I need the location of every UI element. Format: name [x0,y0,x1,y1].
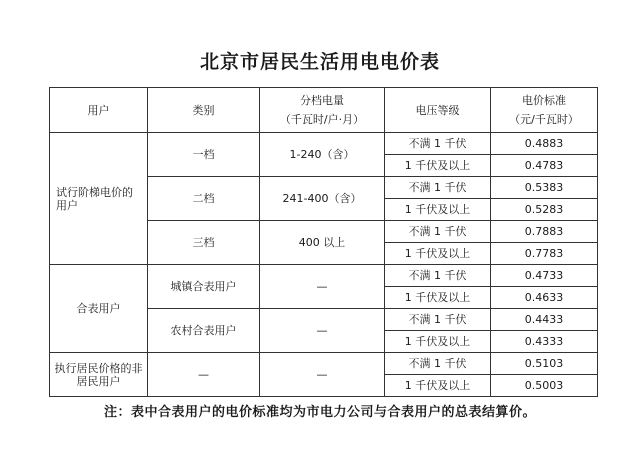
voltage-cell: 1 千伏及以上 [385,331,491,353]
table-header-row [50,88,598,133]
price-cell: 0.7783 [491,243,598,265]
price-cell: 0.4783 [491,155,598,177]
header-tier-line1: 分档电量 [300,94,344,107]
document-title: 北京市居民生活用电电价表 [199,51,440,73]
header-tier-line2: （千瓦时/户·月） [279,113,365,126]
price-cell: 0.5103 [491,353,598,375]
user-cell: 试行阶梯电价的用户 [50,133,148,265]
voltage-cell: 不满 1 千伏 [385,309,491,331]
voltage-cell: 1 千伏及以上 [385,287,491,309]
header-price [491,88,598,133]
range-cell: — [260,309,385,353]
table-row [50,133,598,155]
user-cell: 执行居民价格的非居民用户 [50,353,148,397]
category-cell: 农村合表用户 [148,309,260,353]
price-cell: 0.5003 [491,375,598,397]
price-cell: 0.4733 [491,265,598,287]
electricity-price-table [49,87,598,397]
price-cell: 0.4433 [491,309,598,331]
category-cell: 二档 [148,177,260,221]
category-cell: — [148,353,260,397]
voltage-cell: 不满 1 千伏 [385,221,491,243]
header-user: 用户 [50,88,148,133]
table-row [50,353,598,375]
category-cell: 一档 [148,133,260,177]
range-cell: 1-240（含） [260,133,385,177]
category-cell: 三档 [148,221,260,265]
header-voltage: 电压等级 [385,88,491,133]
voltage-cell: 1 千伏及以上 [385,155,491,177]
header-price-line1: 电价标准 [522,94,566,107]
price-cell: 0.7883 [491,221,598,243]
voltage-cell: 1 千伏及以上 [385,199,491,221]
user-cell: 合表用户 [50,265,148,353]
price-cell: 0.4883 [491,133,598,155]
voltage-cell: 1 千伏及以上 [385,243,491,265]
voltage-cell: 不满 1 千伏 [385,133,491,155]
voltage-cell: 不满 1 千伏 [385,353,491,375]
range-cell: 241-400（含） [260,177,385,221]
range-cell: — [260,353,385,397]
table-footnote: 注：表中合表用户的电价标准均为市电力公司与合表用户的总表结算价。 [103,405,536,420]
category-cell: 城镇合表用户 [148,265,260,309]
price-cell: 0.4333 [491,331,598,353]
header-tier [260,88,385,133]
price-cell: 0.5383 [491,177,598,199]
voltage-cell: 1 千伏及以上 [385,375,491,397]
header-price-line2: （元/千瓦时） [509,113,579,126]
voltage-cell: 不满 1 千伏 [385,177,491,199]
voltage-cell: 不满 1 千伏 [385,265,491,287]
header-category: 类别 [148,88,260,133]
price-cell: 0.5283 [491,199,598,221]
price-cell: 0.4633 [491,287,598,309]
table-row [50,265,598,287]
range-cell: — [260,265,385,309]
range-cell: 400 以上 [260,221,385,265]
